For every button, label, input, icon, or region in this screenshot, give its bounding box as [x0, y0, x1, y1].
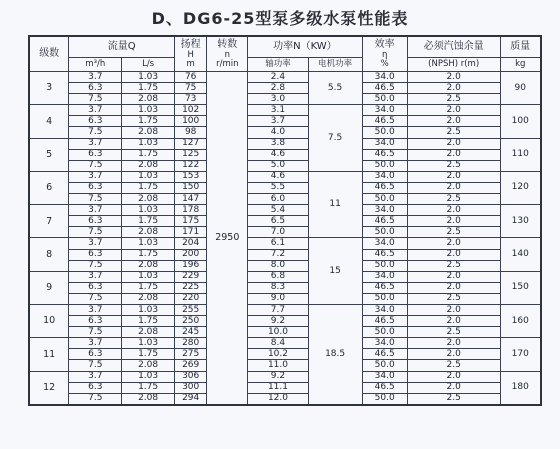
- efficiency-cell: 46.5: [362, 316, 407, 327]
- flow-m3h-cell: 6.3: [69, 316, 122, 327]
- flow-ls-cell: 1.03: [122, 238, 175, 249]
- shaft-power-cell: 3.8: [248, 138, 308, 149]
- head-cell: 294: [175, 393, 207, 405]
- header-efficiency: [362, 36, 407, 72]
- flow-ls-cell: 2.08: [122, 260, 175, 271]
- efficiency-cell: 46.5: [362, 382, 407, 393]
- shaft-power-cell: 5.4: [248, 205, 308, 216]
- flow-m3h-cell: 7.5: [69, 393, 122, 405]
- npsh-cell: 2.0: [407, 338, 500, 349]
- stage-cell: 6: [29, 171, 69, 204]
- table-row: [29, 316, 541, 327]
- flow-m3h-cell: 6.3: [69, 116, 122, 127]
- table-row: [29, 127, 541, 138]
- efficiency-cell: 46.5: [362, 349, 407, 360]
- efficiency-cell: 34.0: [362, 371, 407, 382]
- shaft-power-cell: 6.0: [248, 194, 308, 205]
- head-cell: 127: [175, 138, 207, 149]
- efficiency-cell: 50.0: [362, 293, 407, 304]
- head-cell: 280: [175, 338, 207, 349]
- efficiency-cell: 34.0: [362, 72, 407, 83]
- head-cell: 100: [175, 116, 207, 127]
- efficiency-cell: 50.0: [362, 260, 407, 271]
- flow-ls-cell: 1.75: [122, 382, 175, 393]
- header-speed-unit: r/min: [216, 59, 239, 69]
- flow-ls-cell: 2.08: [122, 360, 175, 371]
- npsh-cell: 2.0: [407, 105, 500, 116]
- npsh-cell: 2.5: [407, 360, 500, 371]
- shaft-power-cell: 8.3: [248, 282, 308, 293]
- mass-cell: 120: [500, 171, 541, 204]
- flow-m3h-cell: 3.7: [69, 138, 122, 149]
- stage-cell: 10: [29, 304, 69, 337]
- flow-ls-cell: 1.75: [122, 83, 175, 94]
- head-cell: 102: [175, 105, 207, 116]
- stage-cell: 9: [29, 271, 69, 304]
- shaft-power-cell: 9.2: [248, 316, 308, 327]
- head-cell: 73: [175, 94, 207, 105]
- table-row: [29, 116, 541, 127]
- flow-m3h-cell: 3.7: [69, 205, 122, 216]
- shaft-power-cell: 8.0: [248, 260, 308, 271]
- efficiency-cell: 34.0: [362, 238, 407, 249]
- flow-m3h-cell: 6.3: [69, 216, 122, 227]
- header-flow: 流量Q: [69, 36, 175, 58]
- flow-ls-cell: 2.08: [122, 293, 175, 304]
- table-row: [29, 227, 541, 238]
- shaft-power-cell: 4.0: [248, 127, 308, 138]
- shaft-power-cell: 8.4: [248, 338, 308, 349]
- efficiency-cell: 46.5: [362, 216, 407, 227]
- efficiency-cell: 46.5: [362, 149, 407, 160]
- flow-m3h-cell: 7.5: [69, 327, 122, 338]
- efficiency-cell: 50.0: [362, 94, 407, 105]
- mass-cell: 90: [500, 72, 541, 105]
- head-cell: 204: [175, 238, 207, 249]
- shaft-power-cell: 2.4: [248, 72, 308, 83]
- flow-m3h-cell: 3.7: [69, 238, 122, 249]
- header-head-label: 扬程: [180, 38, 201, 50]
- flow-m3h-cell: 7.5: [69, 194, 122, 205]
- mass-cell: 130: [500, 205, 541, 238]
- table-row: [29, 282, 541, 293]
- mass-cell: 110: [500, 138, 541, 171]
- head-cell: 98: [175, 127, 207, 138]
- flow-m3h-cell: 3.7: [69, 171, 122, 182]
- header-efficiency-symbol: η: [381, 49, 388, 60]
- motor-power-cell: 7.5: [308, 105, 362, 172]
- flow-m3h-cell: 3.7: [69, 271, 122, 282]
- head-cell: 300: [175, 382, 207, 393]
- npsh-cell: 2.0: [407, 216, 500, 227]
- flow-ls-cell: 2.08: [122, 194, 175, 205]
- table-row: [29, 371, 541, 382]
- table-row: [29, 216, 541, 227]
- flow-m3h-cell: 3.7: [69, 72, 122, 83]
- head-cell: 76: [175, 72, 207, 83]
- flow-m3h-cell: 6.3: [69, 249, 122, 260]
- table-row: [29, 138, 541, 149]
- shaft-power-cell: 7.7: [248, 304, 308, 315]
- head-cell: 250: [175, 316, 207, 327]
- npsh-cell: 2.0: [407, 171, 500, 182]
- flow-m3h-cell: 7.5: [69, 360, 122, 371]
- flow-ls-cell: 2.08: [122, 327, 175, 338]
- shaft-power-cell: 10.2: [248, 349, 308, 360]
- npsh-cell: 2.0: [407, 138, 500, 149]
- npsh-cell: 2.5: [407, 127, 500, 138]
- flow-m3h-cell: 3.7: [69, 338, 122, 349]
- npsh-cell: 2.0: [407, 282, 500, 293]
- table-row: [29, 238, 541, 249]
- header-flow-m3h: m³/h: [69, 58, 122, 72]
- shaft-power-cell: 11.0: [248, 360, 308, 371]
- head-cell: 150: [175, 182, 207, 193]
- head-cell: 306: [175, 371, 207, 382]
- table-row: [29, 271, 541, 282]
- header-npsh-unit: (NPSH) r(m): [407, 58, 500, 72]
- stage-cell: 7: [29, 205, 69, 238]
- header-efficiency-unit: %: [380, 59, 389, 69]
- header-stages: 级数: [29, 36, 69, 72]
- flow-ls-cell: 1.75: [122, 182, 175, 193]
- table-row: [29, 72, 541, 83]
- flow-ls-cell: 1.75: [122, 249, 175, 260]
- flow-ls-cell: 1.03: [122, 171, 175, 182]
- flow-ls-cell: 1.75: [122, 149, 175, 160]
- table-row: [29, 249, 541, 260]
- shaft-power-cell: 11.1: [248, 382, 308, 393]
- table-row: [29, 338, 541, 349]
- flow-ls-cell: 1.03: [122, 72, 175, 83]
- mass-cell: 180: [500, 371, 541, 405]
- npsh-cell: 2.5: [407, 227, 500, 238]
- efficiency-cell: 46.5: [362, 83, 407, 94]
- head-cell: 171: [175, 227, 207, 238]
- table-row: [29, 182, 541, 193]
- table-row: [29, 83, 541, 94]
- header-power: 功率N（KW）: [248, 36, 362, 58]
- motor-power-cell: 18.5: [308, 304, 362, 404]
- flow-m3h-cell: 7.5: [69, 94, 122, 105]
- head-cell: 122: [175, 160, 207, 171]
- flow-m3h-cell: 6.3: [69, 182, 122, 193]
- flow-ls-cell: 1.03: [122, 304, 175, 315]
- header-mass-unit: kg: [500, 58, 541, 72]
- flow-m3h-cell: 7.5: [69, 127, 122, 138]
- shaft-power-cell: 3.0: [248, 94, 308, 105]
- shaft-power-cell: 3.1: [248, 105, 308, 116]
- header-speed-label: 转数: [217, 38, 238, 50]
- flow-ls-cell: 1.75: [122, 116, 175, 127]
- speed-cell: 2950: [207, 72, 248, 405]
- shaft-power-cell: 7.0: [248, 227, 308, 238]
- table-row: [29, 327, 541, 338]
- efficiency-cell: 50.0: [362, 393, 407, 405]
- npsh-cell: 2.5: [407, 327, 500, 338]
- flow-m3h-cell: 7.5: [69, 160, 122, 171]
- table-row: [29, 149, 541, 160]
- table-row: [29, 382, 541, 393]
- flow-m3h-cell: 6.3: [69, 83, 122, 94]
- efficiency-cell: 34.0: [362, 138, 407, 149]
- shaft-power-cell: 12.0: [248, 393, 308, 405]
- npsh-cell: 2.0: [407, 116, 500, 127]
- header-speed: [207, 36, 248, 72]
- efficiency-cell: 34.0: [362, 205, 407, 216]
- head-cell: 255: [175, 304, 207, 315]
- stage-cell: 4: [29, 105, 69, 138]
- npsh-cell: 2.0: [407, 371, 500, 382]
- table-row: [29, 304, 541, 315]
- npsh-cell: 2.0: [407, 182, 500, 193]
- efficiency-cell: 50.0: [362, 127, 407, 138]
- head-cell: 196: [175, 260, 207, 271]
- mass-cell: 140: [500, 238, 541, 271]
- stage-cell: 8: [29, 238, 69, 271]
- table-row: [29, 105, 541, 116]
- flow-ls-cell: 1.03: [122, 205, 175, 216]
- flow-ls-cell: 1.03: [122, 138, 175, 149]
- flow-m3h-cell: 6.3: [69, 282, 122, 293]
- npsh-cell: 2.5: [407, 194, 500, 205]
- table-row: [29, 160, 541, 171]
- pump-performance-table: [28, 35, 542, 406]
- flow-ls-cell: 2.08: [122, 160, 175, 171]
- table-header: [29, 36, 541, 72]
- flow-ls-cell: 1.75: [122, 216, 175, 227]
- efficiency-cell: 50.0: [362, 194, 407, 205]
- header-efficiency-label: 效率: [374, 38, 395, 50]
- shaft-power-cell: 9.0: [248, 293, 308, 304]
- efficiency-cell: 50.0: [362, 327, 407, 338]
- shaft-power-cell: 10.0: [248, 327, 308, 338]
- efficiency-cell: 50.0: [362, 360, 407, 371]
- head-cell: 225: [175, 282, 207, 293]
- table-row: [29, 260, 541, 271]
- header-npsh: 必须汽蚀余量: [407, 36, 500, 58]
- head-cell: 125: [175, 149, 207, 160]
- head-cell: 245: [175, 327, 207, 338]
- flow-ls-cell: 2.08: [122, 127, 175, 138]
- head-cell: 147: [175, 194, 207, 205]
- head-cell: 153: [175, 171, 207, 182]
- shaft-power-cell: 6.8: [248, 271, 308, 282]
- npsh-cell: 2.0: [407, 316, 500, 327]
- flow-m3h-cell: 3.7: [69, 371, 122, 382]
- table-row: [29, 293, 541, 304]
- flow-ls-cell: 1.75: [122, 282, 175, 293]
- npsh-cell: 2.0: [407, 72, 500, 83]
- flow-m3h-cell: 6.3: [69, 382, 122, 393]
- shaft-power-cell: 4.6: [248, 149, 308, 160]
- table-row: [29, 349, 541, 360]
- shaft-power-cell: 7.2: [248, 249, 308, 260]
- shaft-power-cell: 4.6: [248, 171, 308, 182]
- header-flow-ls: L/s: [122, 58, 175, 72]
- header-mass: 质量: [500, 36, 541, 58]
- efficiency-cell: 50.0: [362, 160, 407, 171]
- efficiency-cell: 46.5: [362, 282, 407, 293]
- table-row: [29, 205, 541, 216]
- table-row: [29, 171, 541, 182]
- head-cell: 75: [175, 83, 207, 94]
- flow-ls-cell: 1.03: [122, 105, 175, 116]
- npsh-cell: 2.0: [407, 382, 500, 393]
- head-cell: 220: [175, 293, 207, 304]
- shaft-power-cell: 9.2: [248, 371, 308, 382]
- flow-m3h-cell: 3.7: [69, 105, 122, 116]
- flow-ls-cell: 1.75: [122, 316, 175, 327]
- stage-cell: 3: [29, 72, 69, 105]
- mass-cell: 150: [500, 271, 541, 304]
- npsh-cell: 2.0: [407, 349, 500, 360]
- page-title: D、DG6-25型泵多级水泵性能表: [151, 9, 409, 28]
- mass-cell: 100: [500, 105, 541, 138]
- head-cell: 229: [175, 271, 207, 282]
- header-shaft-power: 轴功率: [248, 58, 308, 72]
- flow-ls-cell: 1.03: [122, 338, 175, 349]
- flow-ls-cell: 2.08: [122, 94, 175, 105]
- npsh-cell: 2.5: [407, 260, 500, 271]
- efficiency-cell: 34.0: [362, 304, 407, 315]
- efficiency-cell: 46.5: [362, 249, 407, 260]
- efficiency-cell: 46.5: [362, 116, 407, 127]
- npsh-cell: 2.5: [407, 94, 500, 105]
- header-motor-power: 电机功率: [308, 58, 362, 72]
- efficiency-cell: 46.5: [362, 182, 407, 193]
- npsh-cell: 2.0: [407, 249, 500, 260]
- stage-cell: 12: [29, 371, 69, 405]
- shaft-power-cell: 5.0: [248, 160, 308, 171]
- shaft-power-cell: 6.5: [248, 216, 308, 227]
- head-cell: 269: [175, 360, 207, 371]
- table-row: [29, 360, 541, 371]
- flow-ls-cell: 2.08: [122, 227, 175, 238]
- npsh-cell: 2.5: [407, 393, 500, 405]
- stage-cell: 11: [29, 338, 69, 371]
- header-head-unit: m: [186, 59, 195, 69]
- table-body: [29, 72, 541, 405]
- flow-m3h-cell: 6.3: [69, 149, 122, 160]
- npsh-cell: 2.0: [407, 83, 500, 94]
- npsh-cell: 2.0: [407, 271, 500, 282]
- table-row: [29, 393, 541, 405]
- flow-m3h-cell: 3.7: [69, 304, 122, 315]
- npsh-cell: 2.0: [407, 205, 500, 216]
- head-cell: 175: [175, 216, 207, 227]
- flow-ls-cell: 1.03: [122, 371, 175, 382]
- flow-m3h-cell: 7.5: [69, 260, 122, 271]
- efficiency-cell: 34.0: [362, 338, 407, 349]
- shaft-power-cell: 5.5: [248, 182, 308, 193]
- mass-cell: 170: [500, 338, 541, 371]
- header-head: [175, 36, 207, 72]
- flow-ls-cell: 1.03: [122, 271, 175, 282]
- npsh-cell: 2.0: [407, 149, 500, 160]
- flow-ls-cell: 2.08: [122, 393, 175, 405]
- npsh-cell: 2.0: [407, 304, 500, 315]
- shaft-power-cell: 3.7: [248, 116, 308, 127]
- table-row: [29, 94, 541, 105]
- flow-m3h-cell: 7.5: [69, 227, 122, 238]
- flow-ls-cell: 1.75: [122, 349, 175, 360]
- npsh-cell: 2.5: [407, 160, 500, 171]
- head-cell: 275: [175, 349, 207, 360]
- npsh-cell: 2.0: [407, 238, 500, 249]
- header-head-symbol: H: [187, 49, 194, 60]
- motor-power-cell: 5.5: [308, 72, 362, 105]
- shaft-power-cell: 2.8: [248, 83, 308, 94]
- performance-table-wrapper: [28, 35, 542, 406]
- header-speed-symbol: n: [224, 49, 230, 60]
- npsh-cell: 2.5: [407, 293, 500, 304]
- head-cell: 200: [175, 249, 207, 260]
- motor-power-cell: 15: [308, 238, 362, 305]
- efficiency-cell: 34.0: [362, 171, 407, 182]
- efficiency-cell: 50.0: [362, 227, 407, 238]
- table-row: [29, 194, 541, 205]
- shaft-power-cell: 6.1: [248, 238, 308, 249]
- stage-cell: 5: [29, 138, 69, 171]
- flow-m3h-cell: 7.5: [69, 293, 122, 304]
- head-cell: 178: [175, 205, 207, 216]
- motor-power-cell: 11: [308, 171, 362, 238]
- mass-cell: 160: [500, 304, 541, 337]
- flow-m3h-cell: 6.3: [69, 349, 122, 360]
- efficiency-cell: 34.0: [362, 271, 407, 282]
- efficiency-cell: 34.0: [362, 105, 407, 116]
